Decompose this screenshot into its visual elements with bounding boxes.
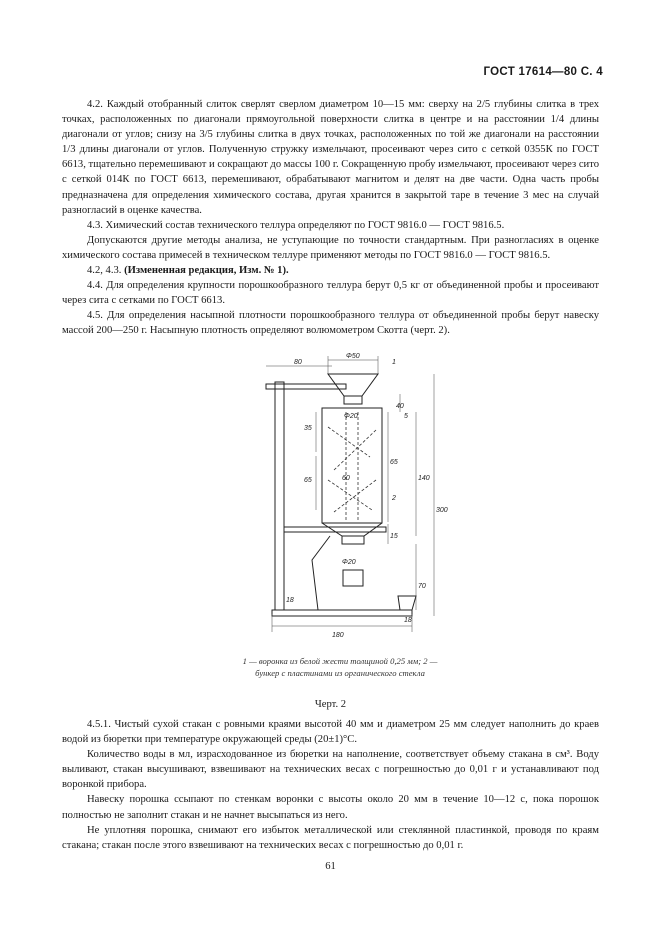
- dim-35-left: 35: [304, 425, 312, 432]
- figure-label: Черт. 2: [314, 699, 347, 710]
- dim-18-left: 18: [286, 597, 294, 604]
- paragraph-methods: Допускаются другие методы анализа, не уступающие по точности стандартным. При разногласиях в оценке химического состава примесей в техническом теллуре применяют методы по ГОСТ 9816.0 — ГОСТ 9816.5.: [62, 234, 599, 261]
- funnel-neck: [344, 396, 362, 404]
- dim-phi20-top: Φ20: [344, 413, 358, 420]
- paragraph-4-5: 4.5. Для определения насыпной плотности порошкообразного теллура от объединенной пробы берут навеску массой 200—250 г. Насыпную плотность определяют волюмометром Скотта (черт. 2).: [62, 310, 599, 337]
- base-plate: [272, 610, 412, 616]
- baffle-plates: [328, 412, 376, 520]
- dim-140: 140: [418, 475, 430, 482]
- paragraph-powder-pour: Навеску порошка ссыпают по стенкам воронки с высоты около 20 мм в течение 10—12 с, пока порошок полностью не заполнит стакан и не начнет высыпаться из него.: [62, 794, 599, 821]
- scott-volumeter-drawing: [220, 352, 452, 644]
- dim-phi20-bottom: Φ20: [342, 559, 356, 566]
- dim-15: 15: [390, 533, 398, 540]
- dim-65-right: 65: [390, 459, 398, 466]
- paragraph-water-volume: Количество воды в мл, израсходованное из бюретки на наполнение, соответствует объему стакана в см³. Воду выливают, стакан высушивают, взвешивают на технических весах с погрешностью до 0,01 г и устанавливают под воронкой прибора.: [62, 749, 599, 791]
- dim-180: 180: [332, 632, 344, 639]
- text-block-bottom: [62, 717, 599, 853]
- stand-post: [275, 382, 284, 610]
- outlet-neck: [342, 536, 364, 544]
- dim-65-left: 65: [304, 477, 312, 484]
- dim-70: 70: [418, 583, 426, 590]
- cone-support: [312, 536, 330, 610]
- dim-phi50: Φ50: [346, 353, 360, 360]
- paragraph-4-4: 4.4. Для определения крупности порошкообразного теллура берут 0,5 кг от объединенной пробы и просеивают через сита с сетками по ГОСТ 6613.: [62, 280, 599, 307]
- page-number: 61: [325, 861, 336, 872]
- callout-1: 1: [392, 359, 396, 366]
- paragraph-4-2: 4.2. Каждый отобранный слиток сверлят сверлом диаметром 10—15 мм: сверху на 2/5 глубины слитка в трех точках, расположенных по диагонали прямоугольной поверхности слитка в центре и на расстоянии 1/4 длины диагонали от углов; снизу на 3/5 глубины слитка в двух точках, расположенных по той же диагонали на расстоянии 1/3 длины диагонали от углов. Полученную стружку измельчают, просеивают через сито с сеткой 0355К по ГОСТ 6613, тщательно перемешивают и сокращают до массы 100 г. Сокращенную пробу измельчают, просеивают через сито с сеткой 014К по ГОСТ 6613, перемешивают, обрабатывают магнитом и делят на две части. Одна часть пробы предназначена для определения химического состава, другая хранится в закрытой таре в течение 3 мес на случай разногласий в оценке качества.: [62, 99, 599, 216]
- hopper-bottom: [322, 523, 382, 536]
- paragraph-4-3: 4.3. Химический состав технического теллура определяют по ГОСТ 9816.0 — ГОСТ 9816.5.: [87, 219, 505, 231]
- page-header: ГОСТ 17614—80 С. 4: [483, 66, 603, 78]
- text-block-top: [62, 97, 599, 339]
- dim-40: 40: [396, 403, 404, 410]
- amendment-note: [62, 263, 599, 278]
- amendment-bold: (Измененная редакция, Изм. № 1).: [124, 265, 289, 277]
- funnel: [328, 374, 378, 396]
- dim-60: 60: [342, 475, 350, 482]
- cup: [343, 570, 363, 586]
- dim-300: 300: [436, 507, 448, 514]
- figure-caption: 1 — воронка из белой жести толщиной 0,25 мм; 2 — бункер с пластинами из органического стекла: [242, 656, 438, 678]
- dim-80: 80: [294, 359, 302, 366]
- upper-arm: [266, 384, 346, 389]
- dim-18-right: 18: [404, 617, 412, 624]
- amendment-prefix: 4.2, 4.3.: [87, 265, 125, 277]
- hopper-body: [322, 408, 382, 523]
- callout-2: 2: [392, 495, 396, 502]
- paragraph-weighing: Не уплотняя порошка, снимают его избыток металлической или стеклянной пластинкой, проводя по краям стакана; стакан после этого взвешивают на технических весах с погрешностью до 0,01 г.: [62, 824, 599, 851]
- dim-5: 5: [404, 413, 408, 420]
- paragraph-4-5-1: 4.5.1. Чистый сухой стакан с ровными краями высотой 40 мм и диаметром 25 мм следует наполнить до краев водой из бюретки при температуре окружающей среды (20±1)°С.: [62, 719, 599, 746]
- right-foot: [398, 596, 416, 610]
